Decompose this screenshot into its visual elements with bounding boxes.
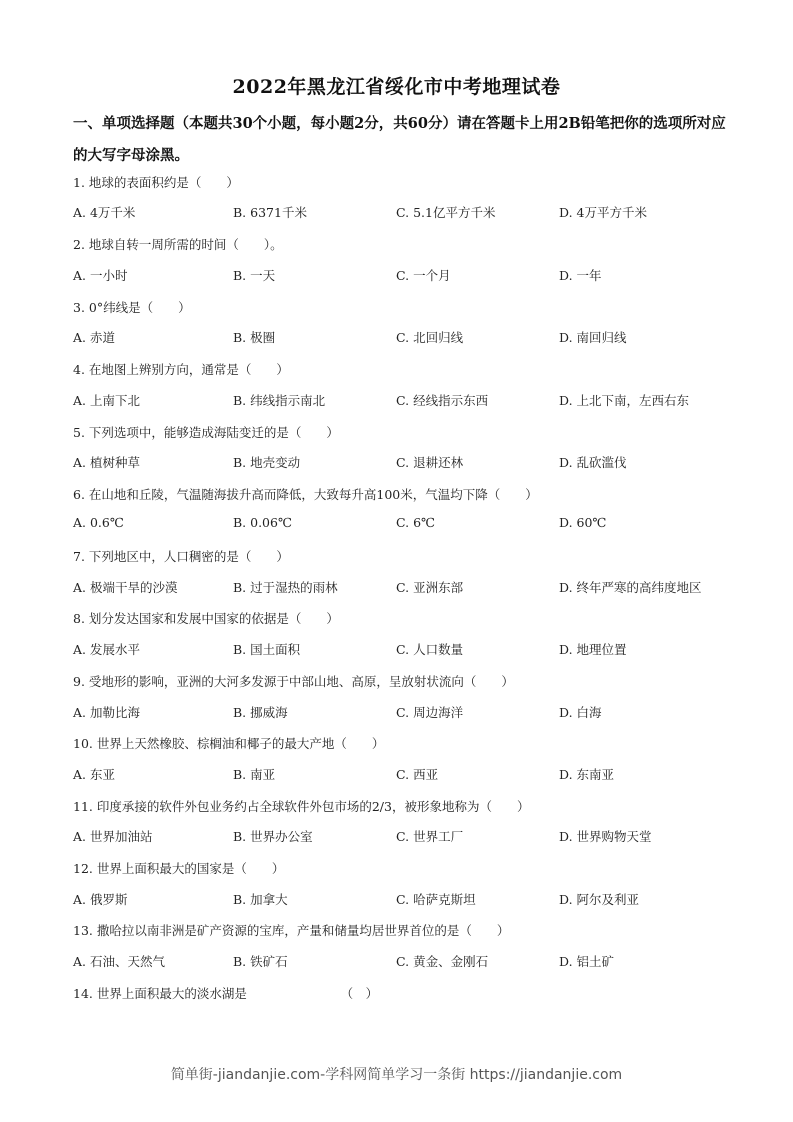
option-b: B. 0.06℃ bbox=[233, 515, 292, 530]
question-stem: 6. 在山地和丘陵，气温随海拔升高而降低，大致每升高100米，气温均下降（ ） bbox=[73, 487, 538, 502]
option-d: D. 4万平方千米 bbox=[559, 205, 647, 220]
option-d: D. 白海 bbox=[559, 705, 602, 720]
question-stem: 14. 世界上面积最大的淡水湖是 （ ） bbox=[73, 986, 379, 1001]
option-a: A. 赤道 bbox=[73, 330, 115, 345]
option-row bbox=[73, 578, 753, 596]
option-a: A. 石油、天然气 bbox=[73, 954, 165, 969]
option-c: C. 退耕还林 bbox=[396, 455, 464, 470]
option-c: C. 5.1亿平方千米 bbox=[396, 205, 496, 220]
option-a: A. 俄罗斯 bbox=[73, 892, 128, 907]
question-stem: 10. 世界上天然橡胶、棕榈油和椰子的最大产地（ ） bbox=[73, 736, 385, 751]
question-stem: 12. 世界上面积最大的国家是（ ） bbox=[73, 861, 285, 876]
option-c: C. 北回归线 bbox=[396, 330, 464, 345]
option-d: D. 地理位置 bbox=[559, 642, 627, 657]
option-c: C. 经线指示东西 bbox=[396, 393, 489, 408]
option-c: C. 西亚 bbox=[396, 767, 439, 782]
option-b: B. 极圈 bbox=[233, 330, 276, 345]
option-row bbox=[73, 640, 753, 658]
option-c: C. 亚洲东部 bbox=[396, 580, 464, 595]
footer-watermark: 简单街-jiandanjie.com-学科网简单学习一条街 https://jiandanjie.com bbox=[170, 1067, 623, 1083]
option-c: C. 一个月 bbox=[396, 268, 451, 283]
question-stem: 1. 地球的表面积约是（ ） bbox=[73, 175, 239, 190]
option-c: C. 哈萨克斯坦 bbox=[396, 892, 476, 907]
option-d: D. 60℃ bbox=[559, 515, 607, 530]
option-d: D. 世界购物天堂 bbox=[559, 829, 652, 844]
option-d: D. 终年严寒的高纬度地区 bbox=[559, 580, 702, 595]
option-c: C. 6℃ bbox=[396, 515, 436, 530]
option-a: A. 0.6℃ bbox=[73, 515, 124, 530]
question-stem: 13. 撒哈拉以南非洲是矿产资源的宝库，产量和储量均居世界首位的是（ ） bbox=[73, 923, 510, 938]
option-d: D. 东南亚 bbox=[559, 767, 615, 782]
option-d: D. 一年 bbox=[559, 268, 602, 283]
question-stem: 7. 下列地区中，人口稠密的是（ ） bbox=[73, 549, 289, 564]
option-row bbox=[73, 266, 753, 284]
question-stem: 4. 在地图上辨别方向，通常是（ ） bbox=[73, 362, 289, 377]
option-c: C. 周边海洋 bbox=[396, 705, 464, 720]
option-row bbox=[73, 890, 753, 908]
option-b: B. 挪威海 bbox=[233, 705, 288, 720]
option-b: B. 国土面积 bbox=[233, 642, 301, 657]
option-c: C. 人口数量 bbox=[396, 642, 464, 657]
option-row bbox=[73, 203, 753, 221]
option-row bbox=[73, 703, 753, 721]
option-b: B. 加拿大 bbox=[233, 892, 288, 907]
option-a: A. 东亚 bbox=[73, 767, 115, 782]
option-b: B. 纬线指示南北 bbox=[233, 393, 326, 408]
option-a: A. 一小时 bbox=[73, 268, 128, 283]
option-b: B. 世界办公室 bbox=[233, 829, 313, 844]
option-b: B. 南亚 bbox=[233, 767, 276, 782]
page-title: 2022年黑龙江省绥化市中考地理试卷 bbox=[232, 76, 561, 98]
option-a: A. 发展水平 bbox=[73, 642, 140, 657]
option-d: D. 铝土矿 bbox=[559, 954, 615, 969]
option-d: D. 乱砍滥伐 bbox=[559, 455, 627, 470]
question-stem: 3. 0°纬线是（ ） bbox=[73, 300, 191, 315]
option-a: A. 植树种草 bbox=[73, 455, 140, 470]
option-b: B. 铁矿石 bbox=[233, 954, 288, 969]
option-b: B. 地壳变动 bbox=[233, 455, 301, 470]
option-c: C. 世界工厂 bbox=[396, 829, 464, 844]
option-b: B. 一天 bbox=[233, 268, 276, 283]
option-b: B. 过于湿热的雨林 bbox=[233, 580, 338, 595]
option-a: A. 世界加油站 bbox=[73, 829, 153, 844]
question-stem: 2. 地球自转一周所需的时间（ ）。 bbox=[73, 237, 283, 252]
option-d: D. 上北下南，左西右东 bbox=[559, 393, 690, 408]
option-a: A. 加勒比海 bbox=[73, 705, 140, 720]
option-row bbox=[73, 328, 753, 346]
option-row bbox=[73, 515, 753, 533]
option-d: D. 南回归线 bbox=[559, 330, 627, 345]
option-c: C. 黄金、金刚石 bbox=[396, 954, 489, 969]
option-row bbox=[73, 765, 753, 783]
option-a: A. 4万千米 bbox=[73, 205, 136, 220]
question-stem: 11. 印度承接的软件外包业务约占全球软件外包市场的2/3，被形象地称为（ ） bbox=[73, 799, 530, 814]
option-a: A. 极端干旱的沙漠 bbox=[73, 580, 178, 595]
option-b: B. 6371千米 bbox=[233, 205, 307, 220]
option-row bbox=[73, 453, 753, 471]
option-d: D. 阿尔及利亚 bbox=[559, 892, 640, 907]
option-row bbox=[73, 827, 753, 845]
question-stem: 9. 受地形的影响，亚洲的大河多发源于中部山地、高原，呈放射状流向（ ） bbox=[73, 674, 514, 689]
option-row bbox=[73, 952, 753, 970]
question-stem: 8. 划分发达国家和发展中国家的依据是（ ） bbox=[73, 611, 339, 626]
option-row bbox=[73, 391, 753, 409]
question-stem: 5. 下列选项中，能够造成海陆变迁的是（ ） bbox=[73, 425, 339, 440]
section-heading: 一、单项选择题（本题共30个小题，每小题2分，共60分）请在答题卡上用2B铅笔把你的选项所对应的大写字母涂黑。 bbox=[73, 115, 726, 164]
option-a: A. 上南下北 bbox=[73, 393, 140, 408]
